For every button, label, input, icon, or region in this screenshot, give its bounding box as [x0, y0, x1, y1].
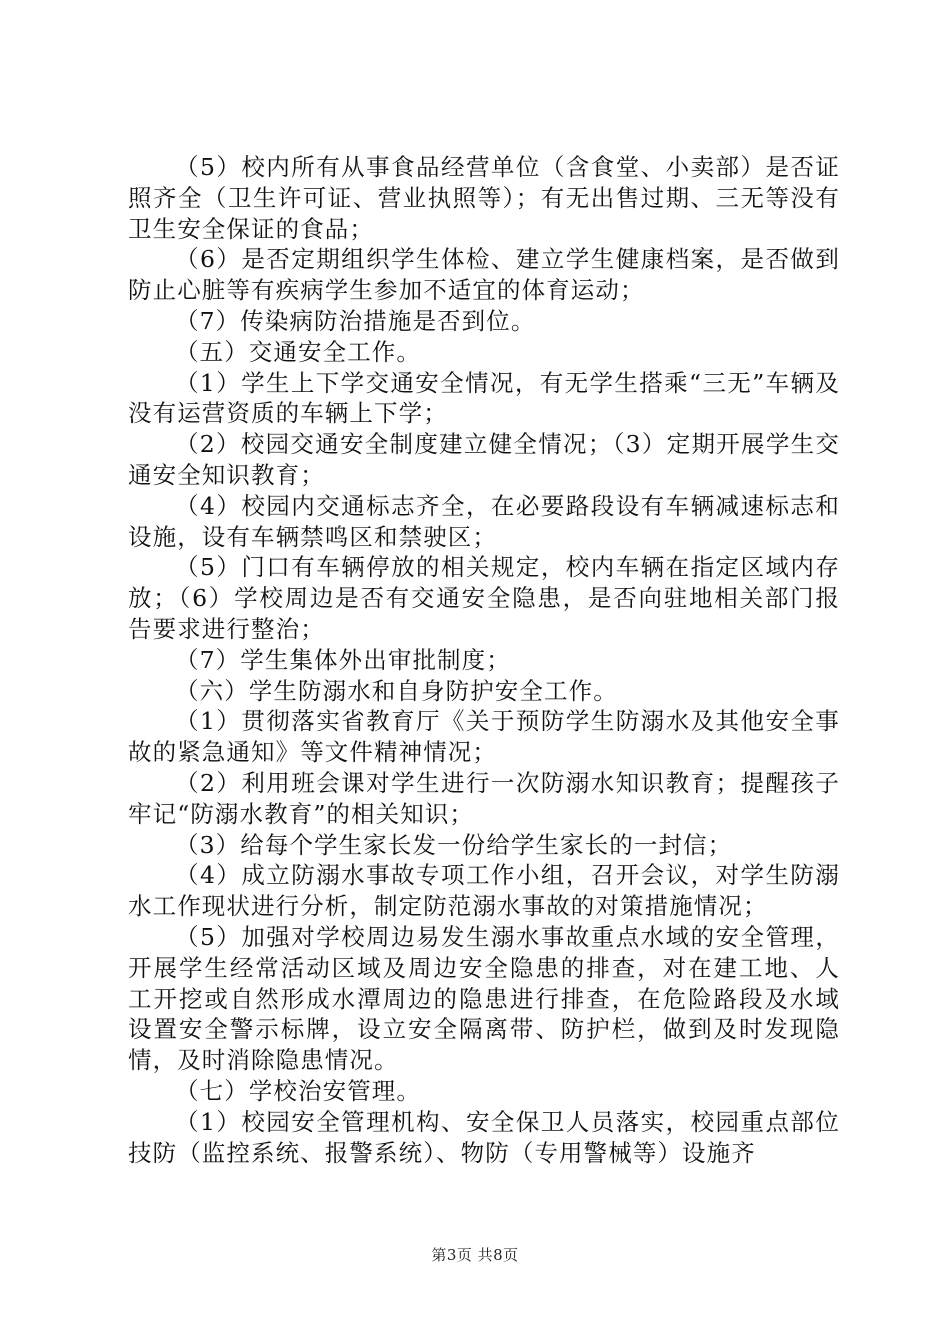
paragraph: （4）成立防溺水事故专项工作小组，召开会议，对学生防溺水工作现状进行分析，制定防范溺水事故的对策措施情况； [128, 861, 840, 921]
paragraph: （5）加强对学校周边易发生溺水事故重点水域的安全管理，开展学生经常活动区域及周边安全隐患的排查，对在建工地、人工开挖或自然形成水潭周边的隐患进行排查，在危险路段及水域设置安全警示标牌，设立安全隔离带、防护栏，做到及时发现隐情，及时消除隐患情况。 [128, 922, 840, 1075]
paragraph: （2）利用班会课对学生进行一次防溺水知识教育；提醒孩子牢记“防溺水教育”的相关知识； [128, 768, 840, 828]
paragraph: （2）校园交通安全制度建立健全情况；（3）定期开展学生交通安全知识教育； [128, 430, 840, 489]
paragraph: （5）门口有车辆停放的相关规定，校内车辆在指定区域内存放；（6）学校周边是否有交通安全隐患，是否向驻地相关部门报告要求进行整治； [128, 553, 840, 643]
section-heading: （七）学校治安管理。 [175, 1076, 421, 1105]
section-heading: （六）学生防溺水和自身防护安全工作。 [175, 676, 618, 705]
paragraph: （4）校园内交通标志齐全，在必要路段设有车辆减速标志和设施，设有车辆禁鸣区和禁驶区； [128, 491, 840, 551]
paragraph: （1）校园安全管理机构、安全保卫人员落实，校园重点部位技防（监控系统、报警系统）、物防（专用警械等）设施齐 [128, 1107, 840, 1167]
paragraph: （7）传染病防治措施是否到位。 [175, 306, 536, 335]
paragraph: （5）校内所有从事食品经营单位（含食堂、小卖部）是否证照齐全（卫生许可证、营业执照等）；有无出售过期、三无等没有卫生安全保证的食品； [128, 153, 840, 243]
paragraph: （7）学生集体外出审批制度； [175, 645, 511, 674]
section-heading: （五）交通安全工作。 [175, 337, 421, 366]
paragraph: （3）给每个学生家长发一份给学生家长的一封信； [175, 830, 733, 859]
paragraph: （6）是否定期组织学生体检、建立学生健康档案，是否做到防止心脏等有疾病学生参加不适宜的体育运动； [128, 245, 840, 305]
page-number-footer: 第3页 共8页 [431, 1246, 519, 1264]
paragraph: （1）学生上下学交通安全情况，有无学生搭乘“三无”车辆及没有运营资质的车辆上下学； [128, 368, 840, 428]
document-body [128, 152, 840, 1168]
paragraph: （1）贯彻落实省教育厅《关于预防学生防溺水及其他安全事故的紧急通知》等文件精神情况； [128, 707, 840, 767]
